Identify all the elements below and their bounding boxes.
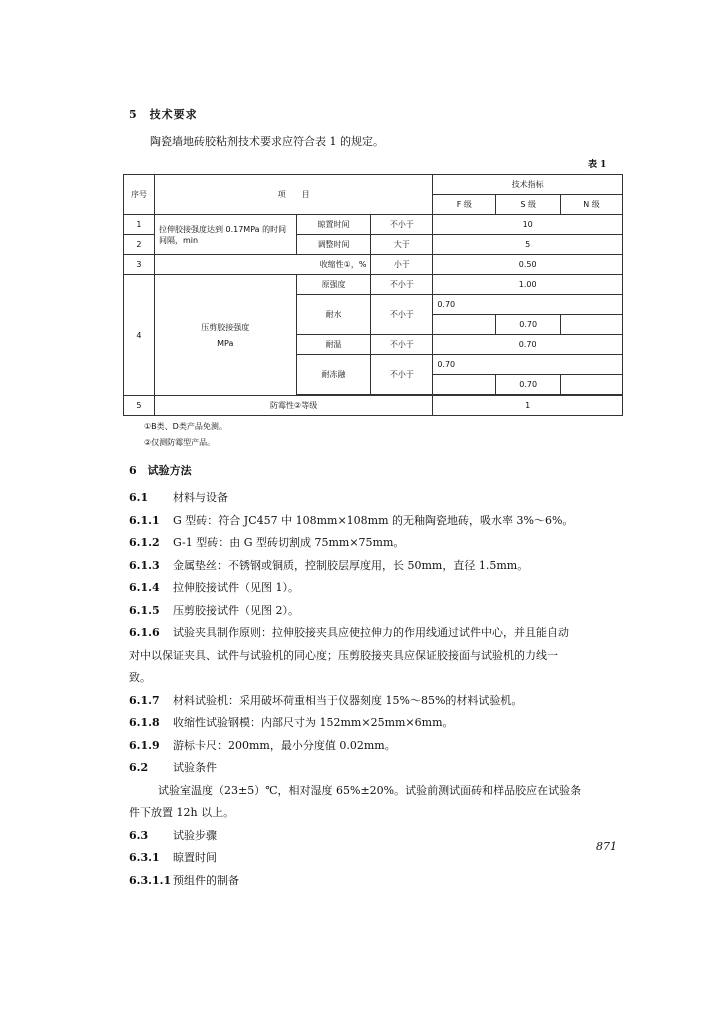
table-notes [144, 419, 227, 451]
row1-value: 10 [433, 215, 623, 235]
row2-sub: 调整时间 [296, 235, 371, 255]
clause-6-3: 6.3 试验步骤 [129, 828, 217, 842]
row3-item: 收缩性①，% [154, 255, 371, 275]
row4d-sub: 耐冻融 [296, 355, 371, 395]
clause-6-1-3: 6.1.3 金属垫丝：不锈钢或铜质，控制胶层厚度用，长 50mm，直径 1.5mm。 [129, 558, 529, 572]
row4-item-unit: MPa [217, 339, 234, 348]
row4b-n-empty [561, 315, 623, 335]
header-item: 项 目 [154, 175, 432, 215]
row4-item-label: 压剪胶接强度 [201, 323, 250, 332]
clause-6-1-9: 6.1.9 游标卡尺：200mm，最小分度值 0.02mm。 [129, 738, 396, 752]
clause-6-1: 6.1 材料与设备 [129, 491, 228, 504]
clause-6-1-2: 6.1.2 G-1 型砖：由 G 型砖切割成 75mm×75mm。 [129, 536, 405, 549]
row12-item: 拉伸胶接强度达到 0.17MPa 的时间间隔，min [154, 215, 296, 255]
row5-item: 防霉性②等级 [154, 396, 432, 416]
row3-value: 0.50 [433, 255, 623, 275]
clause-6-3-1-1: 6.3.1.1 预组件的制备 [129, 873, 239, 887]
row4b-f-value: 0.70 [433, 295, 496, 315]
clause-6-1-1: 6.1.1 G 型砖：符合 JC457 中 108mm×108mm 的无釉陶瓷地砖，吸水率 3%～6%。 [129, 513, 574, 527]
row1-seq: 1 [124, 215, 155, 235]
clause-6-1-7: 6.1.7 材料试验机：采用破坏荷重相当于仪器刻度 15%～85%的材料试验机。 [129, 693, 523, 707]
note-2: ②仅测防霉型产品。 [144, 438, 216, 447]
clause-6-2: 6.2 试验条件 [129, 761, 217, 774]
row4d-empty [496, 355, 623, 375]
section-6-title: 6 试验方法 [129, 464, 192, 477]
row4a-value: 1.00 [433, 275, 623, 295]
row4d-f-empty [433, 375, 496, 395]
section-6-body [129, 487, 629, 892]
clause-6-1-5: 6.1.5 压剪胶接试件（见图 2）。 [129, 603, 299, 617]
row4d-cond: 不小于 [371, 355, 433, 395]
header-grade-s: S 级 [496, 195, 561, 215]
clause-6-1-8: 6.1.8 收缩性试验钢模：内部尺寸为 152mm×25mm×6mm。 [129, 716, 454, 729]
row4d-f-value: 0.70 [433, 355, 496, 375]
row3-cond: 小于 [371, 255, 433, 275]
clause-6-2-body-cont: 件下放置 12h 以上。 [129, 806, 235, 819]
section-5-title: 5 技术要求 [129, 108, 198, 121]
header-grade-f: F 级 [433, 195, 496, 215]
table-label: 表 1 [588, 160, 607, 170]
row4d-n-empty [561, 375, 623, 395]
row3-seq: 3 [124, 255, 155, 275]
clause-6-2-body: 试验室温度（23±5）℃，相对湿度 65%±20%。试验前测试面砖和样品胶应在试验条 [158, 783, 582, 797]
row2-value: 5 [433, 235, 623, 255]
row4b-cond: 不小于 [371, 295, 433, 335]
row1-sub: 晾置时间 [296, 215, 371, 235]
header-tech: 技术指标 [433, 175, 623, 195]
row4-seq: 4 [124, 275, 155, 396]
row4c-value: 0.70 [433, 335, 623, 355]
row4b-f-empty [433, 315, 496, 335]
header-seq: 序号 [124, 175, 155, 215]
note-1: ①B类、D类产品免测。 [144, 422, 227, 431]
row4b-s-value: 0.70 [496, 315, 561, 335]
row4a-cond: 不小于 [371, 275, 433, 295]
row4c-cond: 不小于 [371, 335, 433, 355]
row4b-empty [496, 295, 623, 315]
row4a-sub: 原强度 [296, 275, 371, 295]
clause-6-3-1: 6.3.1 晾置时间 [129, 851, 217, 864]
row4b-sub: 耐水 [296, 295, 371, 335]
row5-value: 1 [433, 396, 623, 416]
row5-seq: 5 [124, 396, 155, 416]
clause-6-1-4: 6.1.4 拉伸胶接试件（见图 1）。 [129, 581, 299, 594]
row1-cond: 不小于 [371, 215, 433, 235]
clause-6-1-6-cont1: 对中以保证夹具、试件与试验机的同心度；压剪胶接夹具应保证胶接面与试验机的力线一 [129, 648, 558, 662]
page-number: 871 [596, 840, 617, 853]
section-5-intro: 陶瓷墙地砖胶粘剂技术要求应符合表 1 的规定。 [150, 135, 384, 148]
row4d-s-value: 0.70 [496, 375, 561, 395]
row2-cond: 大于 [371, 235, 433, 255]
clause-6-1-6-cont2: 致。 [129, 671, 151, 684]
clause-6-1-6: 6.1.6 试验夹具制作原则：拉伸胶接夹具应使拉伸力的作用线通过试件中心，并且能自动 [129, 626, 569, 639]
row4-item [154, 275, 296, 396]
row4c-sub: 耐温 [296, 335, 371, 355]
spec-table [123, 174, 623, 416]
header-grade-n: N 级 [561, 195, 623, 215]
row2-seq: 2 [124, 235, 155, 255]
